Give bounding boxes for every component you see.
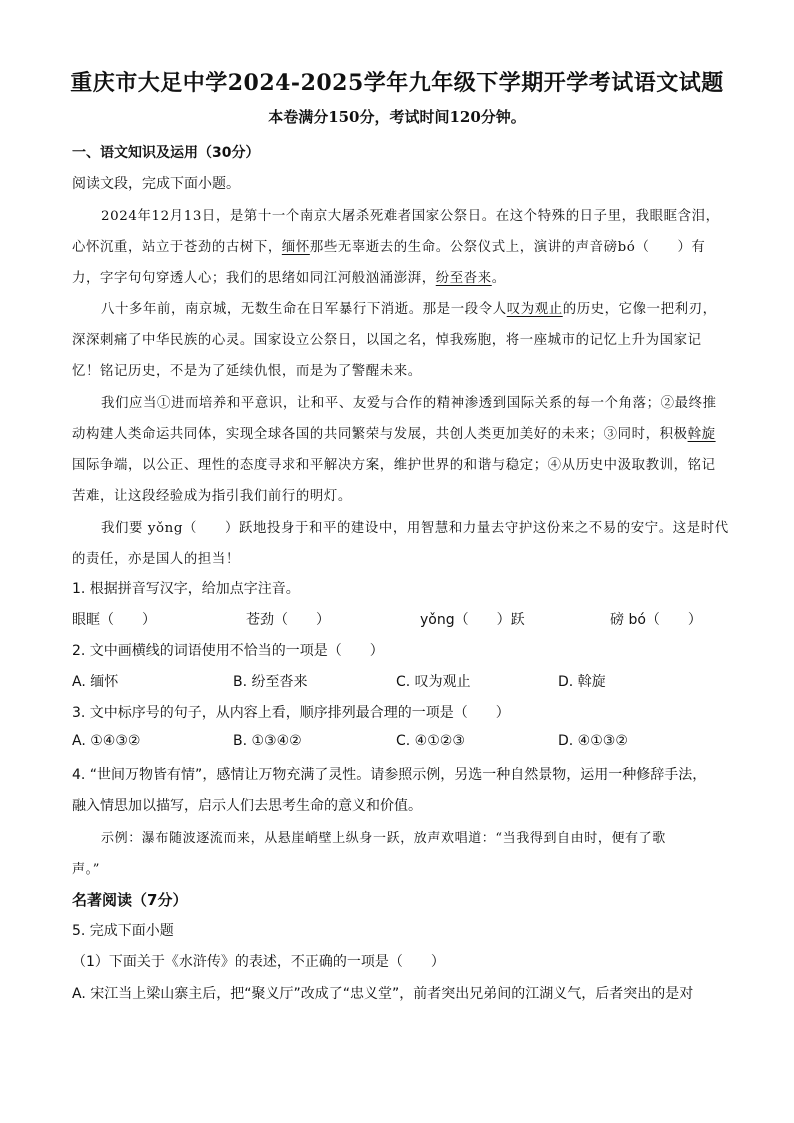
underlined-word-2: 纷至沓来 <box>435 271 492 286</box>
question-4-line1: 4. “世间万物皆有情”，感情让万物充满了灵性。请参照示例，另选一种自然景物，运用一种修辞手法， <box>72 767 707 783</box>
question-5: 5. 完成下面小题 <box>72 923 174 939</box>
q2-option-a: A. 缅怀 <box>72 674 119 690</box>
passage-p4-line2: 的责任，亦是国人的担当！ <box>72 552 240 567</box>
section1-heading: 一、语文知识及运用（30分） <box>72 145 260 161</box>
question-5-1: （1）下面关于《水浒传》的表述，不正确的一项是（ ） <box>72 954 445 970</box>
section1-instruction: 阅读文段，完成下面小题。 <box>72 176 240 192</box>
question-1: 1. 根据拼音写汉字，给加点字注音。 <box>72 581 300 597</box>
q3-option-b: B. ①③④② <box>233 733 302 749</box>
passage-p3-line3: 国际争端，以公正、理性的态度寻求和平解决方案，维护世界的和谐与稳定；④从历史中汲取教训，铭记 <box>72 458 716 473</box>
underlined-word-4: 斡旋 <box>687 427 716 442</box>
question-5-1-option-a: A. 宋江当上梁山寨主后，把“聚义厅”改成了“忠义堂”，前者突出兄弟间的江湖义气，后者突出的是对 <box>72 986 694 1002</box>
question-4-line2: 融入情思加以描写，启示人们去思考生命的意义和价值。 <box>72 798 422 814</box>
passage-p3-line4: 苦难，让这段经验成为指引我们前行的明灯。 <box>72 489 352 504</box>
q3-option-c: C. ④①②③ <box>396 733 465 749</box>
passage-p1-line1: 2024年12月13日，是第十一个南京大屠杀死难者国家公祭日。在这个特殊的日子里，我眼眶含泪， <box>101 209 720 224</box>
question-2: 2. 文中画横线的词语使用不恰当的一项是（ ） <box>72 643 384 659</box>
q1-item: yǒng（ ）跃 <box>420 612 525 628</box>
q1-item: 苍劲（ ） <box>246 612 330 628</box>
passage-p1-line2: 心怀沉重，站立于苍劲的古树下，缅怀那些无辜逝去的生命。公祭仪式上，演讲的声音磅bó（ ）有 <box>72 240 706 255</box>
exam-title: 重庆市大足中学2024-2025学年九年级下学期开学考试语文试题 <box>70 70 724 96</box>
question-4-example-line2: 声。” <box>72 862 100 877</box>
question-3: 3. 文中标序号的句子，从内容上看，顺序排列最合理的一项是（ ） <box>72 705 510 721</box>
passage-p2-line2: 深深刺痛了中华民族的心灵。国家设立公祭日，以国之名，悼我殇胞，将一座城市的记忆上升为国家记 <box>72 333 702 348</box>
passage-p4-line1: 我们要 yǒng（ ）跃地投身于和平的建设中，用智慧和力量去守护这份来之不易的安宁。这是时代 <box>101 521 729 536</box>
passage-p3-line1: 我们应当①进而培养和平意识，让和平、友爱与合作的精神渗透到国际关系的每一个角落；②最终推 <box>101 396 717 411</box>
q3-option-d: D. ④①③② <box>558 733 628 749</box>
q1-item: 眼眶（ ） <box>72 612 156 628</box>
q2-option-d: D. 斡旋 <box>558 674 606 690</box>
underlined-word-1: 缅怀 <box>281 240 310 255</box>
passage-p2-line3: 忆！铭记历史，不是为了延续仇恨，而是为了警醒未来。 <box>72 364 422 379</box>
q3-option-a: A. ①④③② <box>72 733 141 749</box>
passage-p3-line2: 动构建人类命运共同体，实现全球各国的共同繁荣与发展，共创人类更加美好的未来；③同时，积极斡旋 <box>72 427 716 442</box>
q2-option-c: C. 叹为观止 <box>396 674 471 690</box>
passage-p1-line3: 力，字字句句穿透人心；我们的思绪如同江河般汹涌澎湃，纷至沓来。 <box>72 271 506 286</box>
passage-p2-line1: 八十多年前，南京城，无数生命在日军暴行下消逝。那是一段令人叹为观止的历史，它像一把利刃， <box>101 302 717 317</box>
q2-option-b: B. 纷至沓来 <box>233 674 308 690</box>
exam-subtitle: 本卷满分150分，考试时间120分钟。 <box>268 108 526 126</box>
q1-item: 磅 bó（ ） <box>610 612 702 628</box>
underlined-word-3: 叹为观止 <box>506 302 563 317</box>
section2-heading: 名著阅读（7分） <box>72 891 188 909</box>
question-4-example-line1: 示例：瀑布随波逐流而来，从悬崖峭壁上纵身一跃，放声欢唱道：“当我得到自由时，便有了歌 <box>101 831 666 846</box>
